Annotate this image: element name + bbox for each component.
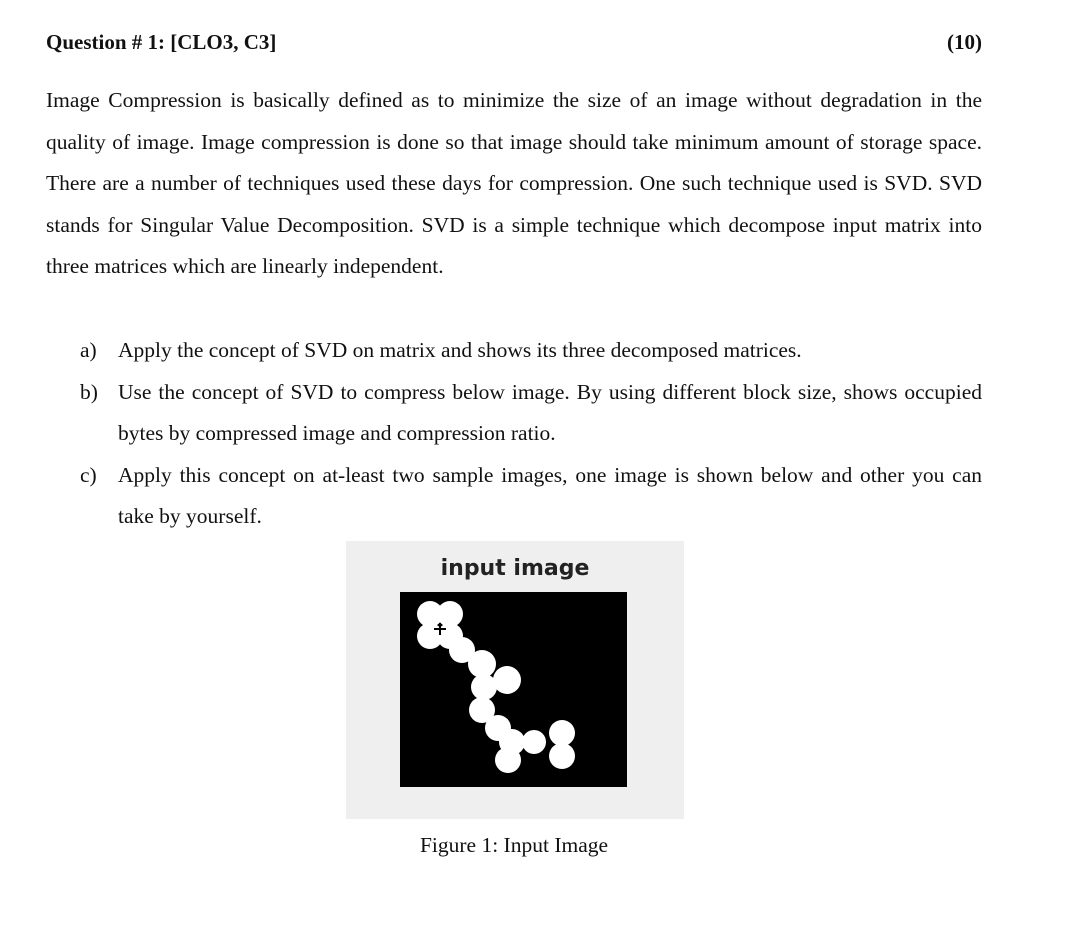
task-marker: b): [80, 379, 98, 404]
figure-panel: [346, 541, 684, 819]
task-list: [80, 330, 982, 538]
task-marker: a): [80, 338, 97, 362]
task-marker: c): [80, 462, 97, 487]
blob-image: [400, 592, 627, 787]
question-title: Question # 1: [CLO3, C3]: [46, 30, 277, 54]
task-item-c: [80, 455, 982, 538]
task-text: Apply this concept on at-least two sample images, one image is shown below and other you can take by yourself.: [118, 462, 982, 528]
input-image: [400, 592, 627, 787]
task-item-a: [80, 330, 982, 372]
question-marks: (10): [947, 30, 982, 54]
intro-paragraph: Image Compression is basically defined as to minimize the size of an image without degradation in the quality of image. Image compression is done so that image should take minimum amount of storage space. There are a number of techniques used these days for compression. One such technique used is SVD. SVD stands for Singular Value Decomposition. SVD is a simple technique which decompose input matrix into three matrices which are linearly independent.: [46, 88, 982, 278]
figure-caption: Figure 1: Input Image: [419, 833, 609, 857]
task-item-b: [80, 372, 982, 455]
task-text: Use the concept of SVD to compress below image. By using different block size, shows occupied bytes by compressed image and compression ratio.: [118, 379, 982, 445]
question-header: [46, 30, 982, 55]
task-text: Apply the concept of SVD on matrix and shows its three decomposed matrices.: [118, 338, 802, 362]
plot-title: input image: [440, 556, 590, 581]
